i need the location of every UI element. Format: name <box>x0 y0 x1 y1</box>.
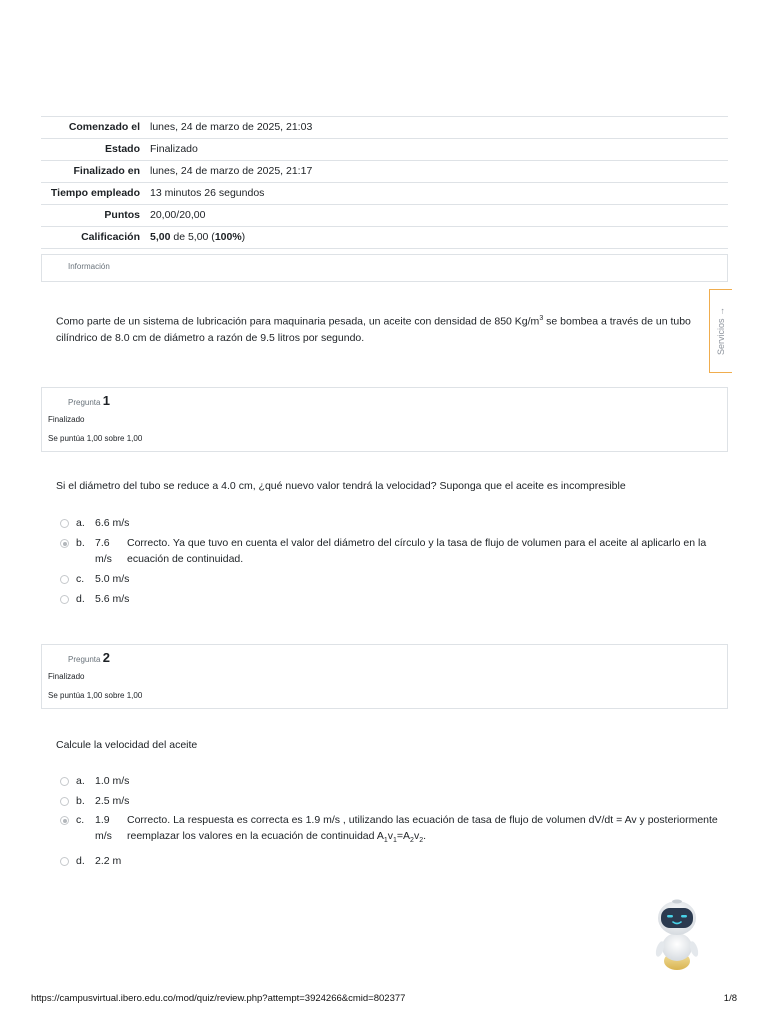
attempt-summary-table <box>41 116 728 249</box>
summary-value: 13 minutos 26 segundos <box>150 187 265 199</box>
answer-option[interactable]: d. 5.6 m/s <box>60 591 720 607</box>
summary-value: lunes, 24 de marzo de 2025, 21:17 <box>150 165 313 177</box>
question-grade: Se puntúa 1,00 sobre 1,00 <box>48 691 143 700</box>
question-text: Calcule la velocidad del aceite <box>56 739 198 751</box>
question-number: Pregunta 1 <box>68 393 110 408</box>
grade-percent: 100% <box>214 231 242 243</box>
answer-option[interactable]: d. 2.2 m <box>60 853 720 869</box>
page-number: 1/8 <box>723 993 737 1004</box>
question-info-box <box>41 644 728 709</box>
summary-label: Tiempo empleado <box>50 187 140 199</box>
print-url: https://campusvirtual.ibero.edu.co/mod/quiz/review.php?attempt=3924266&cmid=802377 <box>31 993 406 1004</box>
answer-list <box>60 773 720 873</box>
radio-button-checked[interactable] <box>60 539 69 548</box>
grade-max: de 5,00 ( <box>170 231 215 243</box>
summary-label: Finalizado en <box>73 165 140 177</box>
answer-option[interactable]: c. 5.0 m/s <box>60 571 720 587</box>
question-grade: Se puntúa 1,00 sobre 1,00 <box>48 434 143 443</box>
information-label: Información <box>68 262 110 271</box>
summary-value: lunes, 24 de marzo de 2025, 21:03 <box>150 121 313 133</box>
print-footer <box>31 993 737 1004</box>
radio-button-checked[interactable] <box>60 816 69 825</box>
answer-option[interactable]: b. 2.5 m/s <box>60 793 720 809</box>
services-side-tab[interactable] <box>709 289 732 373</box>
robot-assistant-icon[interactable] <box>652 897 702 973</box>
answer-list <box>60 515 720 611</box>
radio-button[interactable] <box>60 857 69 866</box>
answer-option[interactable]: a. 1.0 m/s <box>60 773 720 789</box>
radio-button[interactable] <box>60 777 69 786</box>
question-state: Finalizado <box>48 672 85 681</box>
grade-score: 5,00 <box>150 231 171 243</box>
summary-label: Estado <box>104 143 140 155</box>
question-text: Si el diámetro del tubo se reduce a 4.0 cm, ¿qué nuevo valor tendrá la velocidad? Suponga que el aceite es incompresible <box>56 480 626 492</box>
summary-row <box>41 183 728 205</box>
summary-value: 20,00/20,00 <box>150 209 206 221</box>
question-state: Finalizado <box>48 415 85 424</box>
answer-option-selected[interactable]: c. 1.9 m/s Correcto. La respuesta es correcta es 1.9 m/s , utilizando las ecuación de tasa de flujo de volumen dV/dt = Av y posteriormente reemplazar los valores en la ecuación de continuidad $A_1v_1=A_2v_2$. <box>60 812 720 849</box>
grade-close: ) <box>241 231 246 243</box>
summary-row <box>41 205 728 227</box>
summary-grade-value <box>146 227 728 249</box>
answer-feedback: Correcto. La respuesta es correcta es 1.9 m/s , utilizando las ecuación de tasa de flujo de volumen dV/dt = Av y posteriormente reemplazar los valores en la ecuación de continuidad $A_1v_1=A_2v_2$. <box>127 814 718 845</box>
information-header <box>41 254 728 282</box>
answer-option-selected[interactable]: b. 7.6 m/s Correcto. Ya que tuvo en cuenta el valor del diámetro del círculo y la tasa de flujo de volumen para el aceite al aplicarlo en la ecuación de continuidad. <box>60 535 720 567</box>
summary-label: Comenzado el <box>68 121 140 133</box>
radio-button[interactable] <box>60 797 69 806</box>
answer-option[interactable]: a. 6.6 m/s <box>60 515 720 531</box>
services-tab-label: Servicios → <box>716 306 726 356</box>
summary-row <box>41 139 728 161</box>
summary-label: Puntos <box>104 209 140 221</box>
answer-feedback: Correcto. Ya que tuvo en cuenta el valor del diámetro del círculo y la tasa de flujo de volumen para el aceite al aplicarlo en la ecuación de continuidad. <box>127 537 707 565</box>
question-info-box <box>41 387 728 452</box>
information-text: Como parte de un sistema de lubricación para maquinaria pesada, un aceite con densidad de 850 $Kg/m^3$ se bombea a través de un tubo cilíndrico de 8.0 cm de diámetro a razón de 9.5 litros por segundo. <box>56 315 691 344</box>
question-number: Pregunta 2 <box>68 650 110 665</box>
summary-value: Finalizado <box>150 143 198 155</box>
summary-row <box>41 161 728 183</box>
summary-row <box>41 227 728 249</box>
summary-row <box>41 117 728 139</box>
radio-button[interactable] <box>60 575 69 584</box>
radio-button[interactable] <box>60 519 69 528</box>
summary-label: Calificación <box>81 231 140 243</box>
radio-button[interactable] <box>60 595 69 604</box>
